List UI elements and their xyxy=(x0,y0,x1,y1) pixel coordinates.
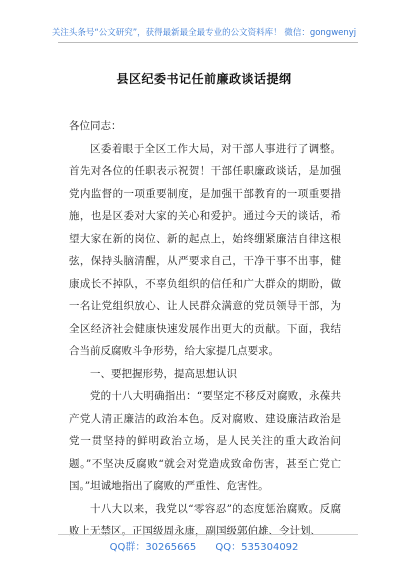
paragraph: 十八大以来，我党以“零容忍”的态度惩治腐败。反腐败上无禁区。正国级周永康，副国级郭伯雄、令计划、 xyxy=(69,502,341,537)
salutation: 各位同志： xyxy=(69,120,122,132)
header-divider xyxy=(58,42,358,43)
document-title: 县区纪委书记任前廉政谈话提纲 xyxy=(116,72,292,86)
footer-divider xyxy=(58,534,358,535)
paragraph: 党的十八大明确指出：“要坚定不移反对腐败，永葆共产党人清正廉洁的政治本色。反对腐败、建设廉洁政治是党一贯坚持的鲜明政治立场，是人民关注的重大政治问题。”不坚决反腐败“就会对党造成致命伤害，甚至亡党亡国。”坦诚地指出了腐败的严重性、危害性。 xyxy=(69,390,341,492)
paragraph: 区委着眼于全区工作大局，对干部人事进行了调整。首先对各位的任职表示祝贺！干部任职廉政谈话，是加强党内监督的一项重要制度，是加强干部教育的一项重要措施，也是区委对大家的关心和爱护。通过今天的谈话，希望大家在新的岗位、新的起点上，始终绷紧廉洁自律这根弦，保持头脑清醒，从严要求自己，干净干事不出事，健康成长不掉队，不辜负组织的信任和广大群众的期盼，做一名让党组织放心、让人民群众满意的党员领导干部，为全区经济社会健康快速发展作出更大的贡献。下面，我结合当前反腐败斗争形势，给大家提几点要求。 xyxy=(69,142,341,357)
section-heading: 一、要把握形势，提高思想认识 xyxy=(90,367,237,380)
document-body xyxy=(69,115,341,543)
footer-qq-group: QQ群：30265665 xyxy=(109,542,197,553)
footer-contacts xyxy=(0,538,408,553)
header-note: 关注头条号“公文研究”，获得最新最全最专业的公文资料库！ 微信：gongwenyj xyxy=(51,28,357,38)
footer-qq: QQ：535304092 xyxy=(215,542,299,553)
